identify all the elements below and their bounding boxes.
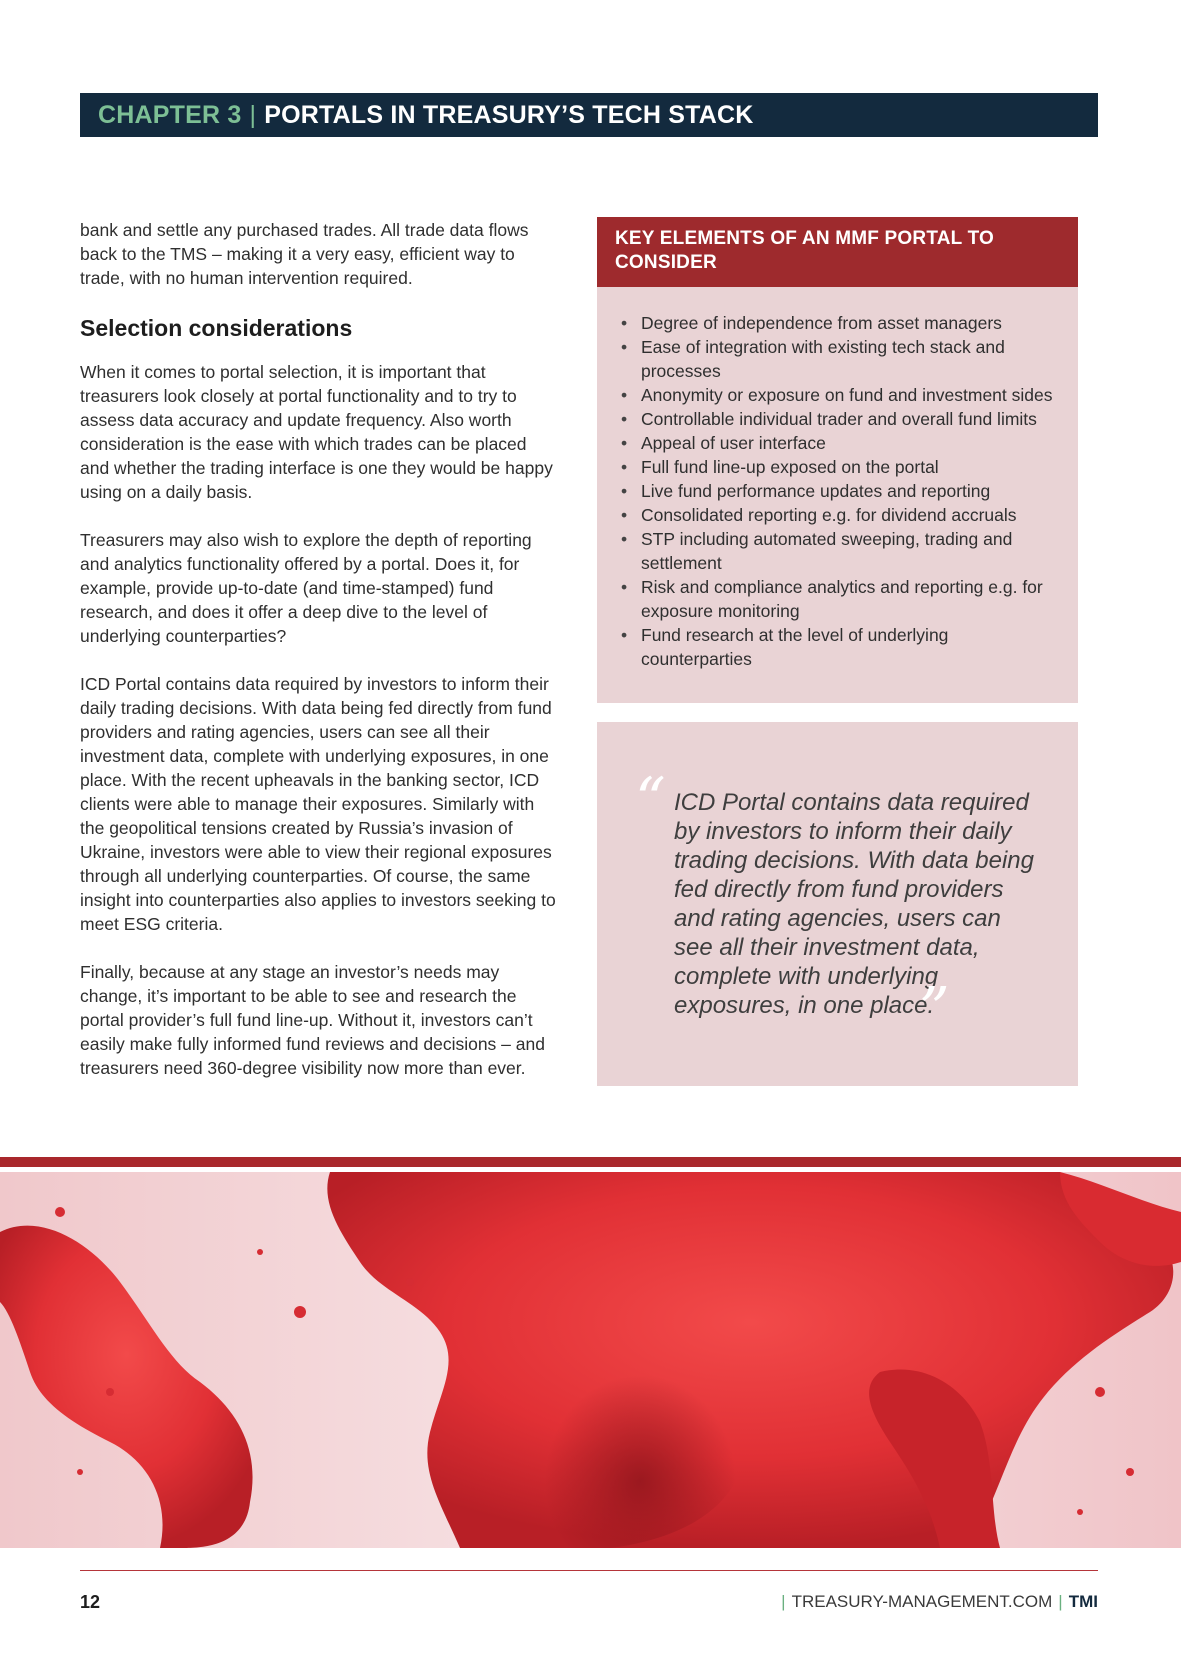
paragraph-3: ICD Portal contains data required by investors to inform their daily trading decisions. With data being fed directly from fund providers and rating agencies, users can see all their investment data, complete with underlying exposures, in one place. With the recent upheavals in the banking sector, ICD clients were able to manage their exposures. Similarly with the geopolitical tensions created by Russia’s invasion of Ukraine, investors were able to view their regional exposures through all underlying counterparties. Of course, the same insight into counterparties also applies to investors seeking to meet ESG criteria. <box>80 674 556 934</box>
footer-bar-right: | <box>1058 1592 1063 1611</box>
key-elements-title: KEY ELEMENTS OF AN MMF PORTAL TO CONSIDER <box>597 217 1078 287</box>
bullet-icon: • <box>621 529 628 549</box>
footer-brand: TMI <box>1068 1592 1098 1611</box>
key-element-item <box>619 335 1062 383</box>
key-element-item <box>619 527 1062 575</box>
bullet-icon: • <box>621 433 628 453</box>
close-quote-icon: ” <box>919 975 950 1045</box>
key-element-text: Risk and compliance analytics and reporting e.g. for exposure monitoring <box>641 577 1043 621</box>
key-element-item <box>619 455 1062 479</box>
key-elements-list <box>597 287 1078 671</box>
bullet-icon: • <box>621 625 628 645</box>
key-element-item <box>619 479 1062 503</box>
key-element-text: Degree of independence from asset managers <box>641 313 1002 333</box>
bullet-icon: • <box>621 337 628 357</box>
key-element-text: STP including automated sweeping, trading and settlement <box>641 529 1013 573</box>
key-elements-panel <box>597 217 1078 703</box>
key-element-item <box>619 623 1062 671</box>
pull-quote-text: ICD Portal contains data required by investors to inform their daily trading decisions. With data being fed directly from fund providers and rating agencies, users can see all their investment data, complete with underlying exposures, in one place. <box>674 789 1034 1019</box>
bullet-icon: • <box>621 505 628 525</box>
footer-rule <box>80 1570 1098 1571</box>
key-element-item <box>619 503 1062 527</box>
key-element-text: Ease of integration with existing tech stack and processes <box>641 337 1005 381</box>
key-element-item <box>619 383 1062 407</box>
key-element-text: Live fund performance updates and reporting <box>641 481 991 501</box>
intro-paragraph: bank and settle any purchased trades. All trade data flows back to the TMS – making it a very easy, efficient way to trade, with no human intervention required. <box>80 220 529 288</box>
bullet-icon: • <box>621 457 628 477</box>
article-body <box>80 218 560 1104</box>
chapter-separator: | <box>249 100 257 129</box>
section-divider <box>0 1157 1181 1167</box>
page-number: 12 <box>80 1592 101 1612</box>
chapter-label: CHAPTER 3 <box>98 100 242 129</box>
paragraph-1: When it comes to portal selection, it is important that treasurers look closely at portal functionality and to try to assess data accuracy and update frequency. Also worth consideration is the ease with which trades can be placed and whether the trading interface is one they would be happy using on a daily basis. <box>80 362 553 502</box>
key-element-item <box>619 407 1062 431</box>
chapter-title: PORTALS IN TREASURY’S TECH STACK <box>264 100 754 129</box>
key-element-text: Fund research at the level of underlying counterparties <box>641 625 949 669</box>
bullet-icon: • <box>621 409 628 429</box>
key-element-item <box>619 575 1062 623</box>
key-element-text: Full fund line-up exposed on the portal <box>641 457 939 477</box>
bullet-icon: • <box>621 385 628 405</box>
key-element-text: Anonymity or exposure on fund and investment sides <box>641 385 1053 405</box>
red-ink-artwork <box>0 1172 1181 1548</box>
bullet-icon: • <box>621 481 628 501</box>
key-element-text: Appeal of user interface <box>641 433 826 453</box>
footer-site-url[interactable]: TREASURY-MANAGEMENT.COM <box>791 1592 1053 1611</box>
pull-quote-panel <box>597 722 1078 1086</box>
section-heading: Selection considerations <box>80 315 353 341</box>
footer-bar-left: | <box>781 1592 786 1611</box>
paragraph-2: Treasurers may also wish to explore the depth of reporting and analytics functionality offered by a portal. Does it, for example, provide up-to-date (and time-stamped) fund research, and does it offer a deep dive to the level of underlying counterparties? <box>80 530 532 646</box>
key-element-item <box>619 311 1062 335</box>
open-quote-icon: “ <box>635 765 666 835</box>
key-element-text: Consolidated reporting e.g. for dividend accruals <box>641 505 1017 525</box>
bullet-icon: • <box>621 577 628 597</box>
key-element-item <box>619 431 1062 455</box>
footer-site-label <box>775 1592 1098 1612</box>
chapter-header-bar <box>80 93 1098 137</box>
key-element-text: Controllable individual trader and overall fund limits <box>641 409 1037 429</box>
bullet-icon: • <box>621 313 628 333</box>
paragraph-4: Finally, because at any stage an investor’s needs may change, it’s important to be able to see and research the portal provider’s full fund line-up. Without it, investors can’t easily make fully informed fund reviews and decisions – and treasurers need 360-degree visibility now more than ever. <box>80 962 545 1078</box>
